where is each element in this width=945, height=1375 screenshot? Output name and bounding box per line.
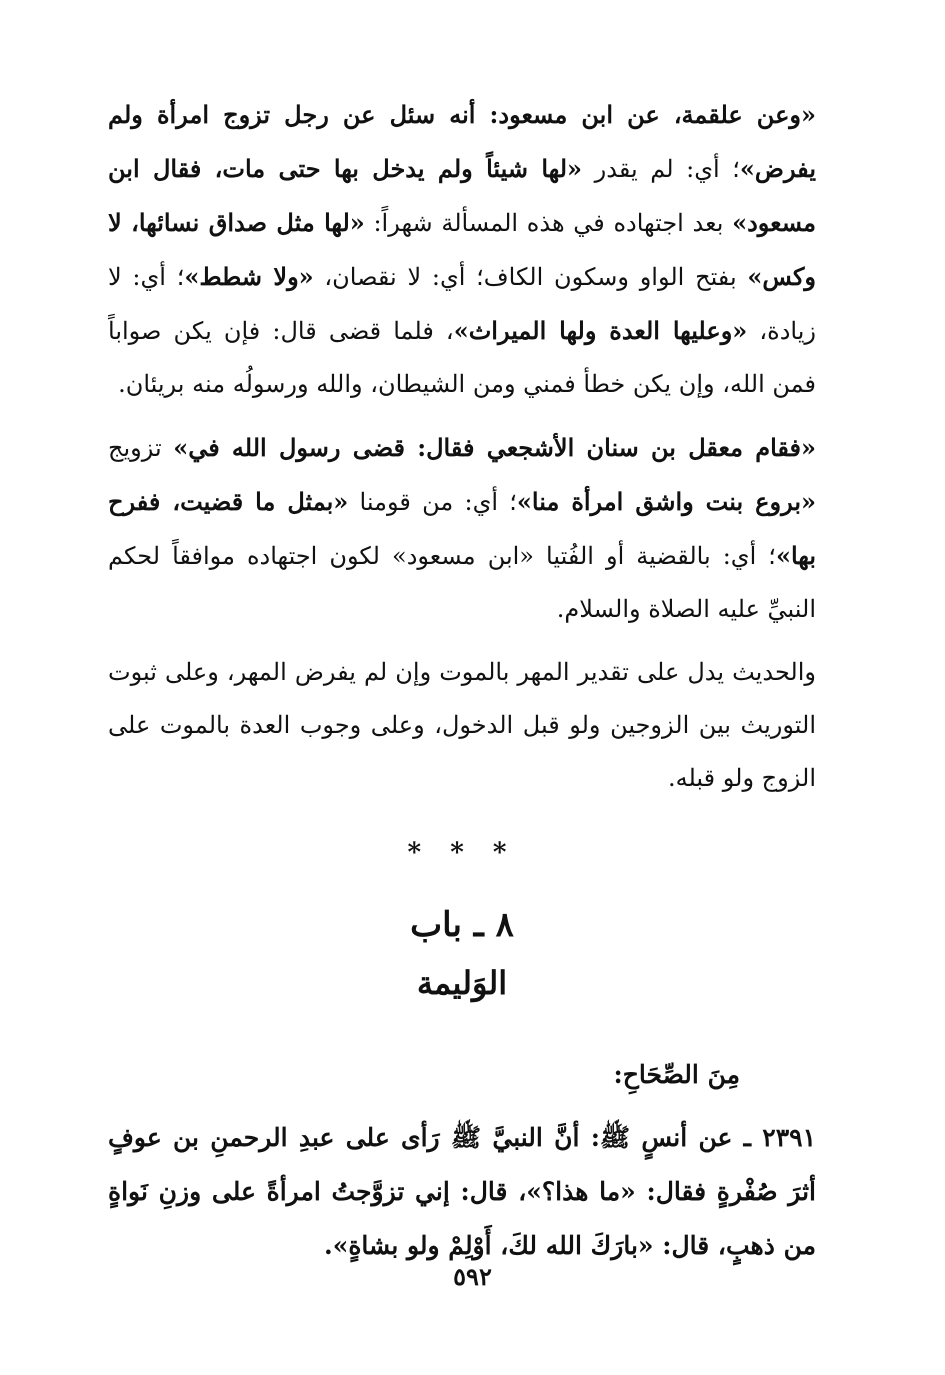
quoted-text: «لها شيئاً ولم يدخل بها حتى مات، فقال ابن مسعود» — [108, 154, 816, 237]
section-label: مِنَ الصِّحَاحِ: — [613, 1060, 740, 1089]
commentary-paragraphs — [108, 88, 816, 805]
chapter-title: الوَليمة — [416, 964, 508, 1002]
explanation-text: ؛ أي: لا زيادة، — [108, 263, 816, 345]
page-body — [108, 88, 816, 1298]
quoted-text: «ولا شطط» — [184, 262, 314, 291]
quoted-text: «بمثل ما قضيت، ففرح بها» — [108, 487, 816, 570]
explanation-text: والحديث يدل على تقدير المهر بالموت وإن لم يفرض المهر، وعلى ثبوت التوريث بين الزوجين ولو قبل الدخول، وعلى وجوب العدة بالموت على الزوج ولو قبله. — [108, 658, 817, 792]
commentary-paragraph — [108, 646, 816, 805]
quoted-text: «وعليها العدة ولها الميراث» — [453, 316, 748, 345]
explanation-text: لكون اجتهاده موافقاً لحكم النبيِّ عليه الصلاة والسلام. — [108, 542, 816, 623]
hadith-text: ٢٣٩١ ـ عن أنسٍ ﷺ: أنَّ النبيَّ ﷺ رَأى على عبدِ الرحمنِ بن عوفٍ أثرَ صُفْرةٍ فقال: «ما هذا؟»، قال: إني تزوَّجتُ امرأةً على وزنِ نَواةٍ من ذهبٍ، قال: «بارَكَ الله لكَ، أَوْلِمْ ولو بشاةٍ». — [108, 1123, 816, 1260]
quoted-text: «وعن علقمة، عن ابن مسعود: أنه سئل عن رجل تزوج امرأة ولم يفرض» — [108, 100, 816, 183]
explanation-text: ؛ أي: من قومنا — [348, 488, 517, 516]
explanation-text: ؛ أي: لم يقدر — [582, 155, 740, 183]
quoted-text: «بروع بنت واشق امرأة منا» — [516, 487, 816, 516]
commentary-paragraph — [108, 421, 816, 636]
explanation-text: ، فلما قضى قال: فإن يكن صواباً فمن الله، وإن يكن خطأ فمني ومن الشيطان، والله ورسولُه منه بريئان. — [108, 317, 816, 398]
commentary-paragraph — [108, 88, 816, 411]
explanation-text: بفتح الواو وسكون الكاف؛ أي: لا نقصان، — [313, 263, 748, 291]
quoted-text: «لها مثل صداق نسائها، لا وكس» — [108, 208, 816, 291]
explanation-text: «ابن مسعود» — [392, 542, 534, 570]
explanation-text: بعد اجتهاده في هذه المسألة شهراً: — [364, 209, 733, 237]
chapter-heading: ٨ ـ باب — [410, 905, 514, 945]
section-separator: * * * — [407, 838, 517, 868]
page-number: ٥٩٢ — [453, 1262, 492, 1291]
explanation-text: تزويج — [108, 434, 174, 462]
quoted-text: «فقام معقل بن سنان الأشجعي فقال: قضى رسول الله في» — [173, 433, 817, 462]
explanation-text: ؛ أي: بالقضية أو الفُتيا — [534, 542, 776, 570]
